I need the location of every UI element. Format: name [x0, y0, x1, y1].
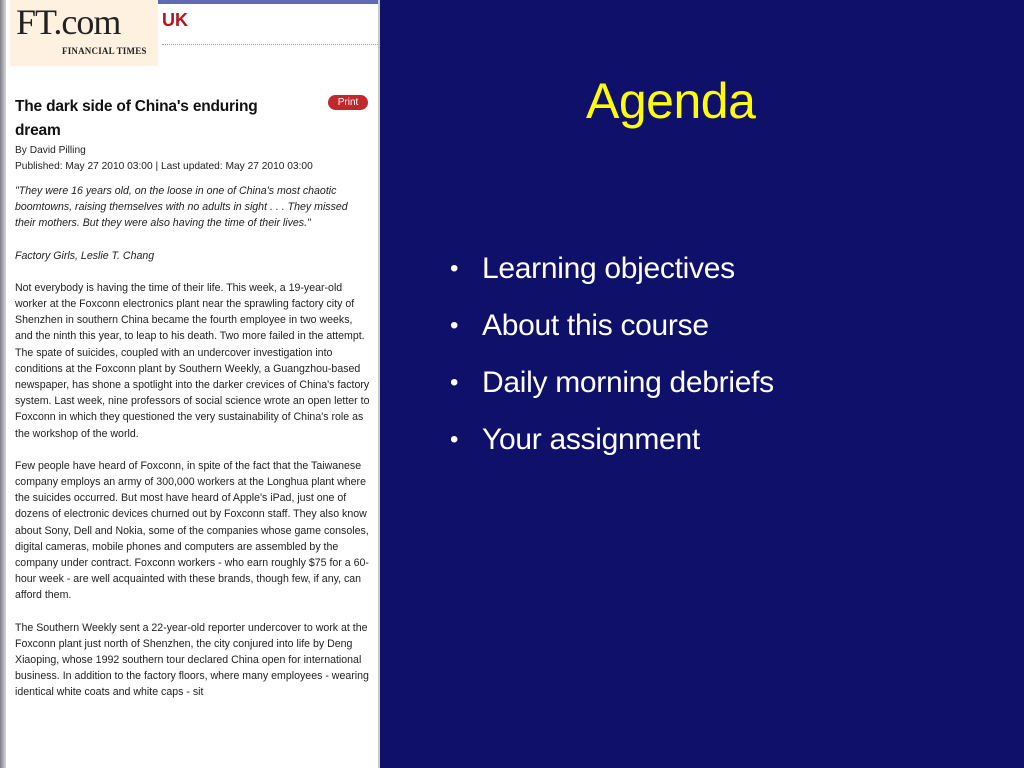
article-published: Published: May 27 2010 03:00 | Last updated: May 27 2010 03:00 [15, 161, 313, 172]
ft-edition-label: UK [162, 10, 188, 30]
agenda-item-learning-objectives [448, 240, 774, 297]
ft-header-divider [162, 44, 378, 45]
bullet-dot: • [450, 312, 459, 339]
article-citation: Factory Girls, Leslie T. Chang [15, 249, 155, 262]
ft-logo [10, 0, 158, 66]
agenda-item-label: About this course [482, 309, 709, 342]
headline-row [15, 95, 371, 143]
agenda-item-daily-debriefs [448, 354, 774, 411]
slide-title: Agenda [586, 73, 756, 129]
ft-header [6, 0, 378, 70]
ft-brand-name: FINANCIAL TIMES [62, 46, 147, 56]
article-clipping [0, 0, 380, 768]
bullet-dot: • [450, 255, 459, 282]
article-byline: By David Pilling [15, 145, 86, 156]
bullet-dot: • [450, 426, 459, 453]
agenda-item-label: Learning objectives [482, 252, 735, 285]
article-headline: The dark side of China's enduring dream [15, 98, 258, 139]
article-quote: "They were 16 years old, on the loose in one of China's most chaotic boomtowns, raising themselves with no adults in sight . . . They missed their mothers. But they were also having the time of their lives." [15, 185, 348, 230]
agenda-item-about-course [448, 297, 774, 354]
article-body [15, 95, 371, 701]
ft-top-bar [156, 0, 378, 4]
agenda-item-assignment [448, 411, 774, 468]
article-paragraph: The Southern Weekly sent a 22-year-old reporter undercover to work at the Foxconn plant just north of Shenzhen, the city conjured into life by Deng Xiaoping, whose 1992 southern tour declared China open for international business. In addition to the factory floors, where many employees - wearing identical white coats and white caps - sit [15, 621, 369, 699]
agenda-item-label: Daily morning debriefs [482, 366, 774, 399]
article-paragraph: Not everybody is having the time of their life. This week, a 19-year-old worker at the Foxconn electronics plant near the sprawling factory city of Shenzhen in southern China became the fourth employee in two weeks, and the ninth this year, to leap to his death. Two more failed in the attempt. The spate of suicides, coupled with an undercover investigation into conditions at the Foxconn plant by Southern Weekly, a Guangzhou-based newspaper, has shone a spotlight into the darker crevices of China's factory system. Last week, nine professors of social science wrote an open letter to Foxconn in which they questioned the very sustainability of China's role as the workshop of the world. [15, 281, 370, 440]
agenda-item-label: Your assignment [482, 423, 700, 456]
agenda-list [448, 240, 774, 468]
article-paragraph: Few people have heard of Foxconn, in spite of the fact that the Taiwanese company employs an army of 300,000 workers at the Longhua plant where the suicides occurred. But most have heard of Apple's iPad, just one of dozens of electronic devices churned out by Foxconn staff. They also know about Sony, Dell and Nokia, some of the companies whose game consoles, digital cameras, mobile phones and computers are assembled by the company under contract. Foxconn workers - who earn roughly $75 for a 60-hour week - are well acquainted with these brands, though few, if any, can afford them. [15, 459, 369, 602]
print-button[interactable]: Print [328, 95, 368, 110]
bullet-dot: • [450, 369, 459, 396]
ft-logo-text: FT.com [16, 2, 121, 42]
clipping-shadow-edge [0, 0, 6, 768]
